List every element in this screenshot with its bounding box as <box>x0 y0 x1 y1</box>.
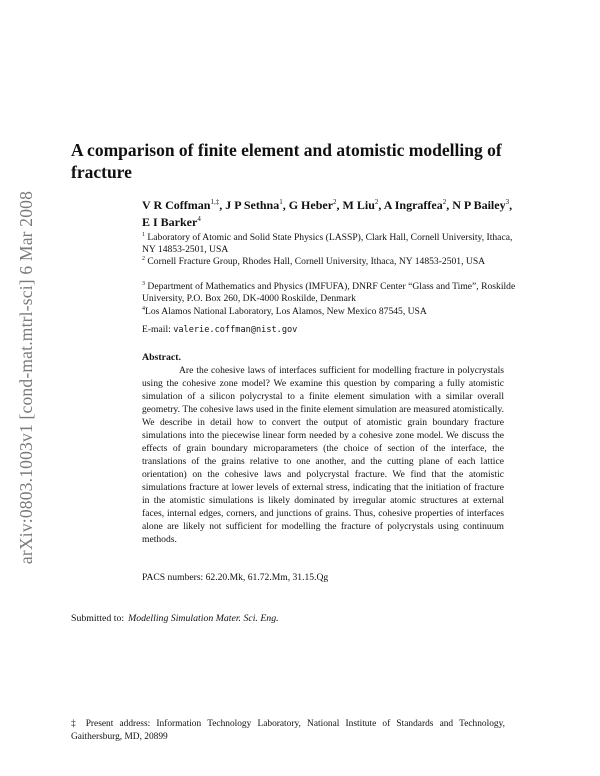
author-affiliation-mark: 2 <box>374 198 379 206</box>
abstract-heading: Abstract. <box>142 352 181 363</box>
abstract-text: Are the cohesive laws of interfaces sufficient for modelling fracture in polycrystals using the cohesive zone model? We examine this question by comparing a fully atomistic simulation of a silicon polycrystal to a finite element simulation with a similar overall geometry. The cohesive laws used in the finite element simulation are measured atomistically. We describe in detail how to convert the output of atomistic grain boundary fracture simulations into the piecewise linear form needed by a cohesive zone model. We discuss the effects of grain boundary microparameters (the choice of section of the interface, the translations of the grains relative to one another, and the cutting plane of each lattice orientation) on the cohesive laws and polycrystal fracture. We find that the atomistic simulations fracture at lower levels of external stress, indicating that the initiation of fracture in the atomistic simulations is likely dominated by irregular atomic structures at external faces, internal edges, corners, and junctions of grains. Thus, cohesive properties of interfaces alone are likely not sufficient for modelling the fracture of polycrystals using continuum methods. <box>142 365 504 545</box>
author-name: N P Bailey <box>452 198 506 212</box>
affiliation-text: Cornell Fracture Group, Rhodes Hall, Cornell University, Ithaca, NY 14853-2501, USA <box>147 256 486 267</box>
affiliation-text: Laboratory of Atomic and Solid State Physics (LASSP), Clark Hall, Cornell University, Ithaca, NY 14853-2501, USA <box>142 232 513 256</box>
email-address[interactable]: valerie.coffman@nist.gov <box>173 325 298 335</box>
author-name: M Liu <box>342 198 375 212</box>
author-separator: , <box>446 198 453 212</box>
submitted-label: Submitted to: <box>71 613 125 624</box>
author-affiliation-mark: 2 <box>442 198 447 206</box>
author-separator: , <box>378 198 384 212</box>
author-list <box>142 197 522 231</box>
paper-title: A comparison of finite element and atomistic modelling of fracture <box>71 140 502 182</box>
affiliation-1 <box>142 232 522 257</box>
journal-name: Modelling Simulation Mater. Sci. Eng. <box>128 613 279 624</box>
affiliation-mark: 1 <box>142 232 145 238</box>
author-affiliation-mark: 3 <box>505 198 510 206</box>
author-name: G Heber <box>288 198 334 212</box>
affiliation-mark: 3 <box>142 281 145 287</box>
author-affiliation-mark: 1,‡ <box>210 198 220 206</box>
affiliation-mark: 4 <box>142 306 145 312</box>
submitted-line <box>71 613 279 624</box>
author-affiliation-mark: 4 <box>197 215 201 223</box>
arxiv-stamp-text: arXiv:0803.1003v1 [cond-mat.mtrl-sci] 6 Mar 2008 <box>16 190 37 565</box>
author-affiliation-mark: 2 <box>333 198 337 206</box>
email-label: E-mail: <box>142 324 171 335</box>
affiliation-3 <box>142 281 522 306</box>
email-line <box>142 324 522 336</box>
author-name: E I Barker <box>142 215 198 229</box>
affiliation-2 <box>142 256 522 268</box>
author-separator: , <box>219 198 226 212</box>
affiliation-text: Department of Mathematics and Physics (IMFUFA), DNRF Center “Glass and Time”, Roskilde University, P.O. Box 260, DK-4000 Roskilde, Denmark <box>142 281 516 305</box>
author-separator: , <box>282 198 289 212</box>
affiliation-text: Los Alamos National Laboratory, Los Alamos, New Mexico 87545, USA <box>145 306 427 317</box>
author-name: J P Sethna <box>225 198 280 212</box>
author-name: A Ingraffea <box>383 198 443 212</box>
pacs-numbers: PACS numbers: 62.20.Mk, 61.72.Mm, 31.15.Qg <box>142 572 329 583</box>
affiliation-mark: 2 <box>142 256 145 262</box>
affiliation-4 <box>142 306 522 318</box>
author-name: V R Coffman <box>142 198 211 212</box>
author-separator: , <box>336 198 343 212</box>
footnote: ‡ Present address: Information Technology Laboratory, National Institute of Standards and Technology, Gaithersburg, MD, 20899 <box>71 719 505 742</box>
author-separator: , <box>509 198 513 212</box>
arxiv-stamp <box>11 150 43 605</box>
author-affiliation-mark: 1 <box>279 198 283 206</box>
